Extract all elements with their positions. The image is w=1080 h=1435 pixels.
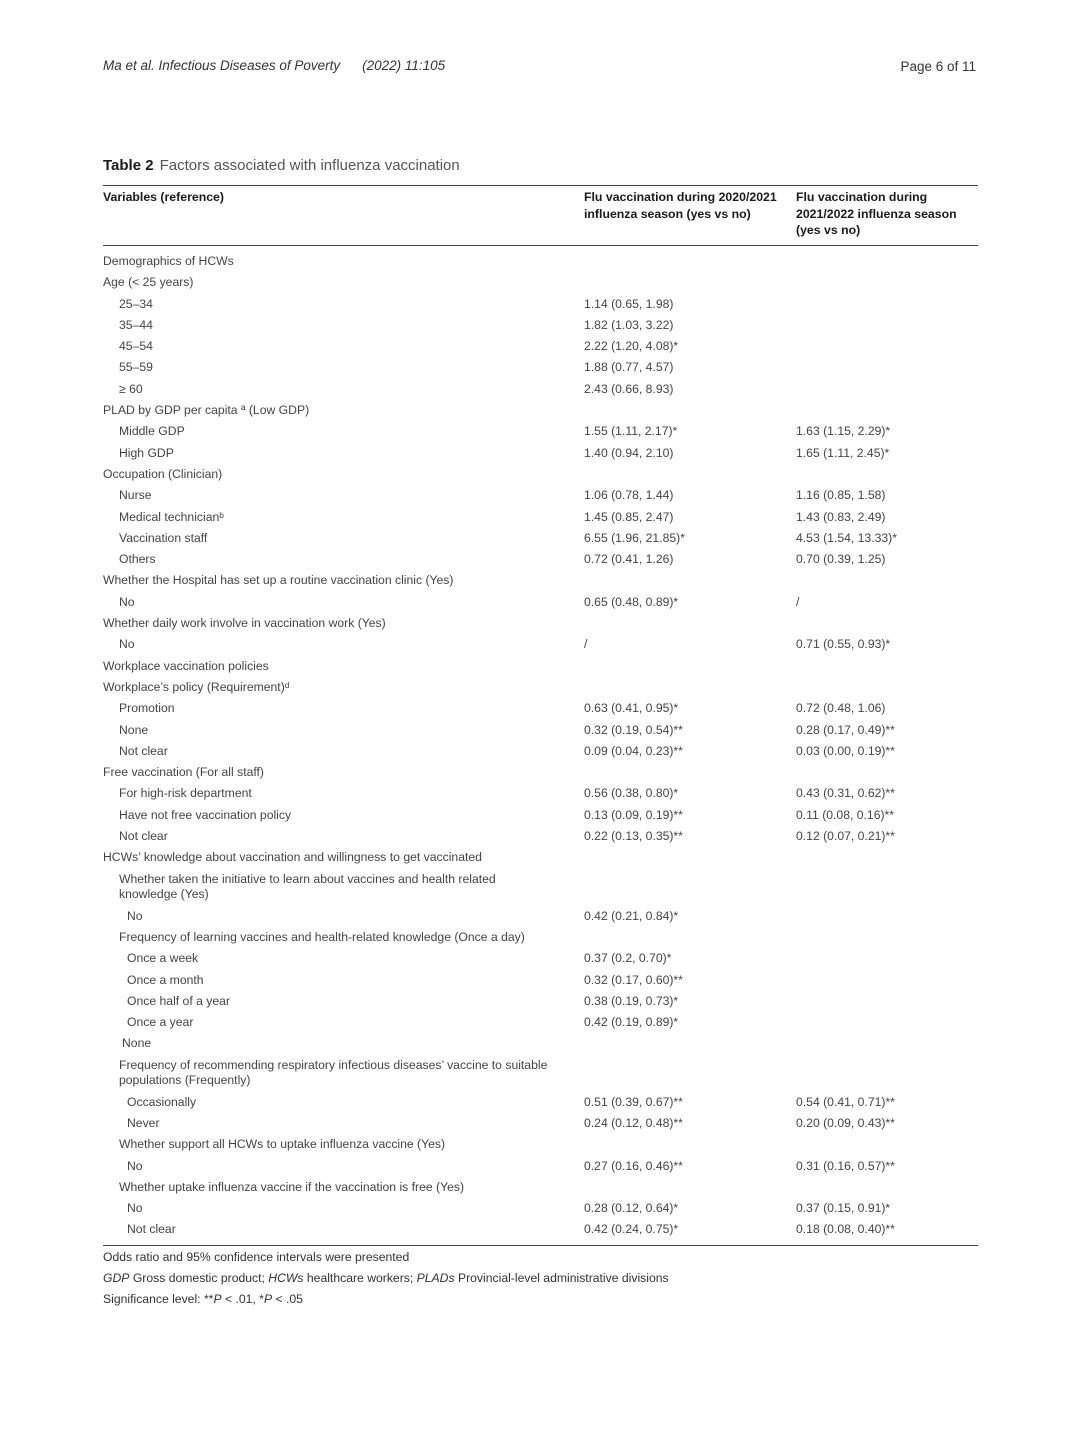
row-value-2020-2021: 0.42 (0.24, 0.75)*	[584, 1222, 679, 1237]
row-value-2020-2021: 1.40 (0.94, 2.10)	[584, 445, 674, 460]
row-variable-label: Never	[127, 1115, 160, 1130]
table-row	[103, 1033, 978, 1054]
table-bottom-rule	[103, 1245, 978, 1246]
table-row	[103, 1156, 978, 1177]
col-header-2021-2022	[796, 189, 957, 239]
table-row	[103, 656, 978, 677]
row-value-2020-2021: 2.43 (0.66, 8.93)	[584, 381, 674, 396]
table-body	[103, 251, 978, 1241]
row-variable-label: Once a week	[127, 951, 199, 966]
col-header-2021-line3: (yes vs no)	[796, 223, 861, 237]
row-variable-label: 35–44	[119, 317, 153, 332]
abbr-gdp-def: Gross domestic product;	[132, 1271, 265, 1285]
row-variable-label: Others	[119, 552, 156, 567]
row-value-2020-2021: 0.72 (0.41, 1.26)	[584, 552, 674, 567]
row-value-2021-2022: 0.43 (0.31, 0.62)**	[796, 786, 895, 801]
row-value-2021-2022: 1.63 (1.15, 2.29)*	[796, 424, 891, 439]
row-value-2020-2021: 0.42 (0.19, 0.89)*	[584, 1015, 679, 1030]
table-row	[103, 570, 978, 591]
row-variable-label: No	[127, 908, 143, 923]
row-value-2020-2021: 0.27 (0.16, 0.46)**	[584, 1158, 683, 1173]
row-value-2020-2021: 0.38 (0.19, 0.73)*	[584, 993, 679, 1008]
row-variable-label: Promotion	[119, 701, 175, 716]
row-value-2021-2022: 0.37 (0.15, 0.91)*	[796, 1201, 891, 1216]
row-variable-label: 45–54	[119, 339, 153, 354]
table-row	[103, 294, 978, 315]
row-variable-label: 25–34	[119, 296, 153, 311]
table-row	[103, 336, 978, 357]
row-value-2021-2022: 0.12 (0.07, 0.21)**	[796, 829, 895, 844]
row-variable-label: Once a year	[127, 1015, 194, 1030]
row-value-2020-2021: 1.88 (0.77, 4.57)	[584, 360, 674, 375]
row-variable-label: HCWs’ knowledge about vaccination and willingness to get vaccinated	[103, 850, 482, 865]
row-value-2021-2022: 0.72 (0.48, 1.06)	[796, 701, 886, 716]
table-row	[103, 464, 978, 485]
row-value-2020-2021: 1.82 (1.03, 3.22)	[584, 317, 674, 332]
table-row	[103, 927, 978, 948]
table-row	[103, 613, 978, 634]
sig-mid: < .01, *	[221, 1292, 264, 1306]
row-variable-label: Medical technicianᵇ	[119, 509, 224, 524]
table-row	[103, 869, 978, 906]
footnote-abbreviations	[103, 1271, 669, 1285]
row-value-2020-2021: 0.51 (0.39, 0.67)**	[584, 1094, 683, 1109]
table-row	[103, 698, 978, 719]
col-header-variables: Variables (reference)	[103, 190, 224, 204]
row-value-2021-2022: /	[796, 594, 800, 609]
row-variable-label: Not clear	[119, 743, 168, 758]
row-value-2020-2021: 0.63 (0.41, 0.95)*	[584, 701, 679, 716]
row-value-2021-2022: 0.54 (0.41, 0.71)**	[796, 1094, 895, 1109]
table-row	[103, 991, 978, 1012]
table-caption	[103, 157, 460, 174]
table-row	[103, 1055, 978, 1092]
table-row	[103, 762, 978, 783]
row-variable-label: Vaccination staff	[119, 530, 208, 545]
page-number: Page 6 of 11	[900, 59, 976, 74]
abbr-gdp: GDP	[103, 1271, 130, 1285]
table-top-rule	[103, 185, 978, 186]
abbr-plads-def: Provincial-level administrative divisions	[457, 1271, 669, 1285]
row-value-2020-2021: 0.32 (0.19, 0.54)**	[584, 722, 683, 737]
row-value-2021-2022: 4.53 (1.54, 13.33)*	[796, 530, 897, 545]
row-variable-label: No	[127, 1158, 143, 1173]
footnote-significance	[103, 1292, 303, 1306]
table-row	[103, 805, 978, 826]
running-header-journal	[103, 58, 445, 73]
table-row	[103, 357, 978, 378]
sig-p2: P	[263, 1292, 273, 1306]
table-row	[103, 507, 978, 528]
table-row	[103, 906, 978, 927]
col-header-2021-line2: 2021/2022 influenza season	[796, 206, 957, 221]
row-variable-label: ≥ 60	[119, 381, 143, 396]
row-variable-label: Demographics of HCWs	[103, 254, 234, 268]
row-value-2021-2022: 0.70 (0.39, 1.25)	[796, 552, 886, 567]
table-row	[103, 1113, 978, 1134]
abbr-hcws-def: healthcare workers;	[306, 1271, 414, 1285]
row-value-2021-2022: 0.71 (0.55, 0.93)*	[796, 637, 891, 652]
row-value-2020-2021: 0.09 (0.04, 0.23)**	[584, 743, 683, 758]
footnote-odds-ratio: Odds ratio and 95% confidence intervals were presented	[103, 1250, 410, 1264]
table-row	[103, 421, 978, 442]
table-row	[103, 783, 978, 804]
row-variable-label: Occupation (Clinician)	[103, 466, 223, 481]
table-row	[103, 948, 978, 969]
table-header-rule	[103, 245, 978, 246]
table-row	[103, 1177, 978, 1198]
row-value-2020-2021: 1.55 (1.11, 2.17)*	[584, 424, 678, 439]
row-variable-label: Not clear	[119, 829, 168, 844]
row-value-2020-2021: 0.56 (0.38, 0.80)*	[584, 786, 679, 801]
row-variable-label: No	[127, 1201, 143, 1216]
table-row	[103, 1092, 978, 1113]
abbr-hcws: HCWs	[268, 1271, 304, 1285]
citation: (2022) 11:105	[362, 58, 446, 73]
row-variable-label: Free vaccination (For all staff)	[103, 765, 264, 780]
row-variable-label: For high-risk department	[119, 786, 252, 801]
row-value-2020-2021: 2.22 (1.20, 4.08)*	[584, 339, 679, 354]
row-variable-label: Once half of a year	[127, 993, 230, 1008]
row-variable-label: PLAD by GDP per capita ª (Low GDP)	[103, 403, 310, 418]
row-value-2020-2021: 1.45 (0.85, 2.47)	[584, 509, 674, 524]
row-value-2021-2022: 1.16 (0.85, 1.58)	[796, 488, 886, 503]
row-value-2021-2022: 1.43 (0.83, 2.49)	[796, 509, 886, 524]
row-value-2020-2021: 0.37 (0.2, 0.70)*	[584, 951, 672, 966]
row-value-2021-2022: 0.28 (0.17, 0.49)**	[796, 722, 895, 737]
row-value-2021-2022: 0.18 (0.08, 0.40)**	[796, 1222, 895, 1237]
row-variable-label: Not clear	[127, 1222, 176, 1237]
row-variable-label: Whether the Hospital has set up a routine vaccination clinic (Yes)	[103, 573, 454, 588]
row-variable-label: Age (< 25 years)	[103, 275, 194, 290]
row-variable-label: High GDP	[119, 445, 174, 460]
table-row	[103, 272, 978, 293]
row-variable-label: None	[122, 1036, 152, 1051]
row-variable-label: Have not free vaccination policy	[119, 807, 292, 822]
table-row	[103, 528, 978, 549]
table-row	[103, 826, 978, 847]
row-value-2021-2022: 0.31 (0.16, 0.57)**	[796, 1158, 895, 1173]
table-row	[103, 677, 978, 698]
row-value-2020-2021: 1.06 (0.78, 1.44)	[584, 488, 674, 503]
table-title: Factors associated with influenza vaccination	[159, 157, 460, 174]
sig-p1: P	[213, 1292, 222, 1306]
row-value-2020-2021: /	[584, 637, 588, 652]
row-value-2020-2021: 0.32 (0.17, 0.60)**	[584, 972, 683, 987]
row-value-2020-2021: 6.55 (1.96, 21.85)*	[584, 530, 685, 545]
table-row	[103, 549, 978, 570]
row-value-2021-2022: 1.65 (1.11, 2.45)*	[796, 445, 890, 460]
row-variable-label: Nurse	[119, 488, 152, 503]
sig-end: < .05	[272, 1292, 303, 1306]
table-row	[103, 847, 978, 868]
table-row	[103, 970, 978, 991]
table-row	[103, 485, 978, 506]
table-row	[103, 443, 978, 464]
row-variable-label: Occasionally	[127, 1094, 197, 1109]
row-value-2021-2022: 0.20 (0.09, 0.43)**	[796, 1115, 895, 1130]
row-variable-label: Workplace vaccination policies	[103, 658, 269, 673]
table-row	[103, 251, 978, 272]
row-variable-label: Whether support all HCWs to uptake influenza vaccine (Yes)	[119, 1137, 446, 1152]
table-row	[103, 1012, 978, 1033]
row-variable-label: Middle GDP	[119, 424, 185, 439]
row-value-2021-2022: 0.03 (0.00, 0.19)**	[796, 743, 895, 758]
table-row	[103, 1134, 978, 1155]
row-variable-label: Whether taken the initiative to learn about vaccines and health related knowledge (Yes)	[119, 871, 496, 901]
row-variable-label: Frequency of recommending respiratory infectious diseases’ vaccine to suitable populations (Frequently)	[119, 1057, 548, 1087]
col-header-2021-line1: Flu vaccination during	[796, 190, 928, 204]
row-variable-label: Whether uptake influenza vaccine if the vaccination is free (Yes)	[119, 1179, 465, 1194]
abbr-plads: PLADs	[416, 1271, 455, 1285]
table-row	[103, 634, 978, 655]
row-variable-label: Whether daily work involve in vaccination work (Yes)	[103, 616, 386, 631]
row-value-2020-2021: 0.42 (0.21, 0.84)*	[584, 908, 679, 923]
row-variable-label: No	[119, 637, 135, 652]
col-header-2020-2021	[584, 189, 777, 222]
table-row	[103, 720, 978, 741]
row-value-2020-2021: 1.14 (0.65, 1.98)	[584, 296, 674, 311]
table-row	[103, 400, 978, 421]
table-row	[103, 1198, 978, 1219]
row-value-2020-2021: 0.13 (0.09, 0.19)**	[584, 807, 683, 822]
row-value-2021-2022: 0.11 (0.08, 0.16)**	[796, 807, 895, 822]
row-value-2020-2021: 0.24 (0.12, 0.48)**	[584, 1115, 683, 1130]
row-value-2020-2021: 0.22 (0.13, 0.35)**	[584, 829, 683, 844]
table-row	[103, 592, 978, 613]
sig-prefix: Significance level: **	[103, 1292, 214, 1306]
row-value-2020-2021: 0.65 (0.48, 0.89)*	[584, 594, 679, 609]
journal-name: Ma et al. Infectious Diseases of Poverty	[103, 58, 341, 73]
row-variable-label: Workplace’s policy (Requirement)ᵈ	[103, 679, 290, 694]
row-variable-label: 55–59	[119, 360, 153, 375]
row-variable-label: None	[119, 722, 149, 737]
col-header-2020-line2: influenza season (yes vs no)	[584, 206, 751, 221]
row-variable-label: No	[119, 594, 135, 609]
row-variable-label: Once a month	[127, 972, 204, 987]
table-row	[103, 1219, 978, 1240]
col-header-2020-line1: Flu vaccination during 2020/2021	[584, 190, 777, 204]
row-value-2020-2021: 0.28 (0.12, 0.64)*	[584, 1201, 679, 1216]
table-row	[103, 315, 978, 336]
row-variable-label: Frequency of learning vaccines and health-related knowledge (Once a day)	[119, 929, 525, 944]
table-label: Table 2	[103, 157, 154, 174]
table-row	[103, 741, 978, 762]
table-row	[103, 379, 978, 400]
